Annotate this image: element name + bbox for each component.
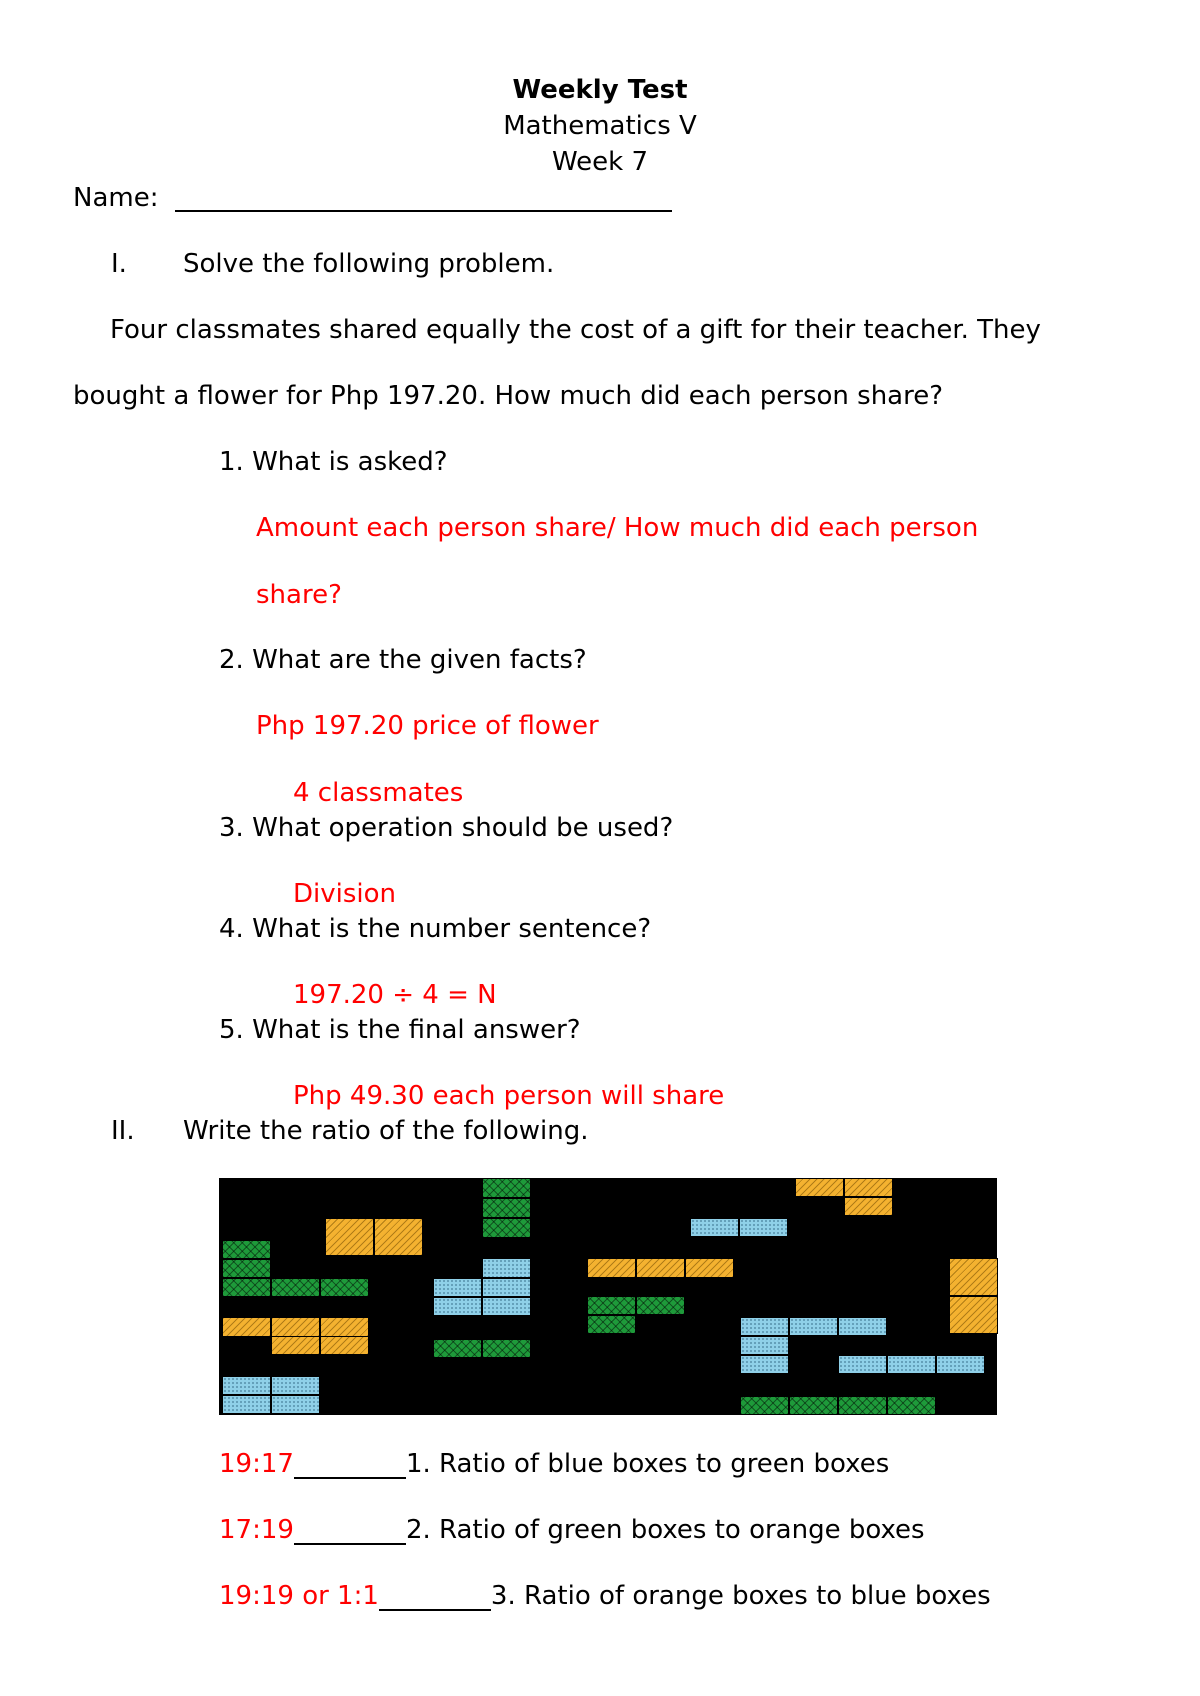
blue-box (936, 1355, 985, 1374)
test-week: Week 7 (551, 147, 649, 177)
ratio-item-2 (219, 1517, 925, 1545)
part2-numeral: II. (111, 1116, 135, 1146)
blue-box (271, 1376, 320, 1395)
answer-3: Division (293, 879, 397, 909)
blue-box (740, 1355, 789, 1374)
test-title: Weekly Test (512, 75, 688, 105)
problem-line-1: Four classmates shared equally the cost of a gift for their teacher. They (110, 315, 1041, 345)
orange-box (949, 1296, 998, 1334)
name-label: Name: (73, 183, 159, 213)
blue-box (740, 1336, 789, 1355)
name-blank-line (175, 210, 672, 212)
orange-box (320, 1336, 369, 1355)
orange-box (587, 1258, 636, 1278)
part2-instruction: Write the ratio of the following. (183, 1116, 589, 1146)
answer-2-line-2: 4 classmates (293, 778, 464, 808)
green-box (482, 1198, 531, 1218)
ratio-item-1 (219, 1451, 889, 1479)
blue-box (838, 1317, 887, 1336)
orange-box (222, 1317, 271, 1337)
test-subject: Mathematics V (503, 111, 697, 141)
green-box (587, 1296, 636, 1315)
green-box (482, 1178, 531, 1198)
blue-box (271, 1395, 320, 1414)
green-box (320, 1278, 369, 1297)
green-box (636, 1296, 685, 1315)
green-box (482, 1339, 531, 1358)
orange-box (271, 1317, 320, 1337)
blue-box (482, 1297, 531, 1316)
answer-1-line-2: share? (256, 580, 342, 610)
orange-box (844, 1197, 893, 1216)
question-1: 1. What is asked? (219, 447, 448, 477)
ratio-question-1: 1. Ratio of blue boxes to green boxes (405, 1449, 890, 1479)
question-4: 4. What is the number sentence? (219, 914, 652, 944)
blue-box (740, 1317, 789, 1336)
blue-box (739, 1218, 788, 1237)
ratio-answer-3: 19:19 or 1:1 (219, 1581, 379, 1611)
green-box (587, 1315, 636, 1334)
blue-box (789, 1317, 838, 1336)
ratio-answer-2: 17:19 (219, 1515, 294, 1545)
blue-box (222, 1395, 271, 1414)
green-box (740, 1396, 789, 1415)
green-box (222, 1240, 271, 1259)
blue-box (887, 1355, 936, 1374)
green-box (482, 1218, 531, 1238)
answer-blank (379, 1583, 491, 1611)
answer-blank (294, 1451, 406, 1479)
blue-box (690, 1218, 739, 1237)
green-box (433, 1339, 482, 1358)
part1-numeral: I. (111, 249, 127, 279)
orange-box (320, 1317, 369, 1337)
orange-box (844, 1178, 893, 1197)
problem-line-2: bought a flower for Php 197.20. How much did each person share? (73, 381, 944, 411)
ratio-answer-1: 19:17 (219, 1449, 294, 1479)
answer-blank (294, 1517, 406, 1545)
question-3: 3. What operation should be used? (219, 813, 674, 843)
blue-box (482, 1278, 531, 1297)
orange-box (949, 1258, 998, 1296)
blue-box (482, 1258, 531, 1278)
blue-box (433, 1297, 482, 1316)
green-box (271, 1278, 320, 1297)
orange-box (271, 1336, 320, 1355)
question-2: 2. What are the given facts? (219, 645, 587, 675)
green-box (838, 1396, 887, 1415)
blue-box (222, 1376, 271, 1395)
ratio-question-2: 2. Ratio of green boxes to orange boxes (405, 1515, 925, 1545)
orange-box (685, 1258, 734, 1278)
green-box (222, 1278, 271, 1297)
orange-box (325, 1218, 374, 1256)
green-box (789, 1396, 838, 1415)
ratio-question-3: 3. Ratio of orange boxes to blue boxes (490, 1581, 991, 1611)
green-box (222, 1259, 271, 1278)
answer-1-line-1: Amount each person share/ How much did each person (256, 513, 979, 543)
answer-5: Php 49.30 each person will share (293, 1081, 725, 1111)
answer-2-line-1: Php 197.20 price of flower (256, 711, 599, 741)
colored-boxes-figure (219, 1178, 997, 1415)
ratio-item-3 (219, 1583, 991, 1611)
green-box (887, 1396, 936, 1415)
part1-instruction: Solve the following problem. (183, 249, 555, 279)
question-5: 5. What is the final answer? (219, 1015, 581, 1045)
orange-box (636, 1258, 685, 1278)
blue-box (838, 1355, 887, 1374)
orange-box (795, 1178, 844, 1197)
answer-4: 197.20 ÷ 4 = N (293, 980, 497, 1010)
orange-box (374, 1218, 423, 1256)
blue-box (433, 1278, 482, 1297)
